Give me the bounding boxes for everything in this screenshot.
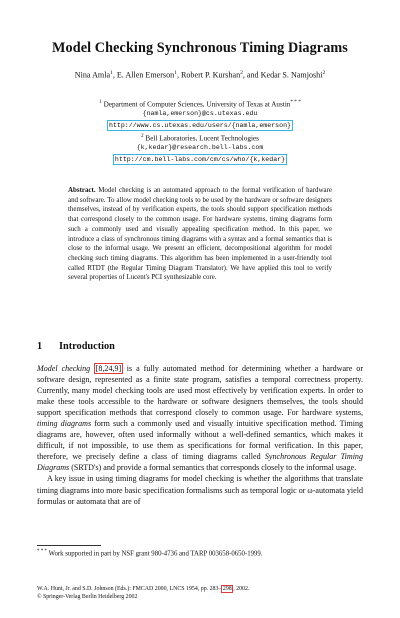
author-name: Robert P. Kurshan [180,70,241,80]
author-affiliation-mark: 1 [110,70,113,76]
page-end-link[interactable]: 298 [222,586,232,592]
affiliation-number: 2 [141,133,144,139]
footnote-divider [37,545,101,546]
author-name: E. Allen Emerson [116,70,175,80]
author-list: Nina Amla$^1$, E. Allen Emerson$^1$, Robert P. Kurshan$^2$, and Kedar S. Namjoshi$^2$ [74,70,326,80]
citation-link[interactable]: [8,24,9] [95,364,122,373]
paragraph-text: (SRTD's) and provide a formal semantics that corresponds closely to the informal usage. [69,463,357,473]
section-title: Introduction [59,341,115,352]
abstract-text: Model checking is an automated approach to the formal verification of hardware and software. To allow model checking tools to be used by the hardware or software designers themselves, instead of by verification experts, the tools should support specification methods that correspond closely to the common usage. For hardware systems, timing diagrams form such a commonly used and visually appealing specification method. In this paper, we introduce a class of synchronous timing diagrams with a syntax and a formal semantics that is close to the informal usage. We present an efficient, decompositional algorithm for model checking such timing diagrams. This algorithm has been implemented in a user-friendly tool called RTDT (the Regular Timing Diagram Translator). We have applied this tool to verify several properties of Lucent's PCI synthesizable core. [68,186,332,282]
paper-title: Model Checking Synchronous Timing Diagrams [52,40,348,56]
citation-number: 24 [104,364,113,373]
affiliation-2-email: {k,kedar}@research.bell-labs.com [136,144,264,151]
author-name: Nina Amla [74,70,111,80]
emphasis: timing diagrams [37,419,92,429]
emphasis: Model checking [37,364,91,373]
section-number: 1 [37,341,43,352]
author-name: Kedar S. Namjoshi [260,70,323,80]
abstract-label: Abstract. [68,186,96,194]
footnote [37,549,263,557]
affiliation-1-url-row [0,120,400,131]
author-affiliation-mark: 1 [174,70,177,76]
paragraph-text: form such a commonly used and visually intuitive specification method. Timing diagrams are, however, often used informally without a well-defined semantics, which makes it difficult, if not impossible, to use them as specifications for formal verification. In this paper, therefore, we precisely define a class of timing diagrams called [37,419,363,462]
body-text [37,363,363,507]
affiliation-2-url-row [0,154,400,165]
paragraph: A key issue in using timing diagrams for model checking is whether the algorithms that translate timing diagrams into more basic specification formalisms such as temporal logic or ω-automata yield formulas or automata that are of [37,474,363,506]
copyright-line: © Springer-Verlag Berlin Heidelberg 2002 [37,594,138,601]
footnote-mark: * * * [37,549,47,554]
footer-text: W.A. Hunt, Jr. and S.D. Johnson (Eds.): FMCAD 2000, LNCS 1954, pp. 283– [37,586,222,592]
affiliation-2-url-link[interactable]: http://cm.bell-labs.com/cm/cs/who/{k,kedar} [114,156,286,163]
citation-number: 9 [114,364,119,373]
author-affiliation-mark: 2 [240,70,243,76]
affiliation-1-url-link[interactable]: http://www.cs.utexas.edu/users/{namla,emerson} [108,122,292,129]
emphasis: Synchronous Regular Timing Diagrams [37,452,363,473]
citation-line [37,585,249,593]
footnote-mark: * * * [290,99,301,105]
abstract [68,186,332,283]
citation-number: 8 [98,364,103,373]
section-heading [37,341,115,352]
author-affiliation-mark: 2 [322,70,326,76]
publication-footer [37,585,249,602]
affiliation-text: Department of Computer Sciences, University of Texas at Austin [103,100,291,109]
footer-text: , 2002. [233,586,250,592]
affiliation-text: Bell Laboratories, Lucent Technologies [145,134,259,143]
paragraph-text: is a fully automated method for determining whether a hardware or software design, represented as a finite state program, satisfies a temporal correctness property. Currently, many model checking tools are used most effectively by verification experts. In order to make these tools accessible to the hardware or software designers themselves, the tools should support specification methods that correspond closely to common usage. For hardware systems, [37,364,363,418]
footnote-text: Work supported in part by NSF grant 980-4736 and TARP 003658-0650-1999. [47,550,263,558]
paragraph [37,363,363,473]
affiliation-number: 1 [99,99,102,105]
affiliation-1-email: {namla,emerson}@cs.utexas.edu [142,110,258,117]
